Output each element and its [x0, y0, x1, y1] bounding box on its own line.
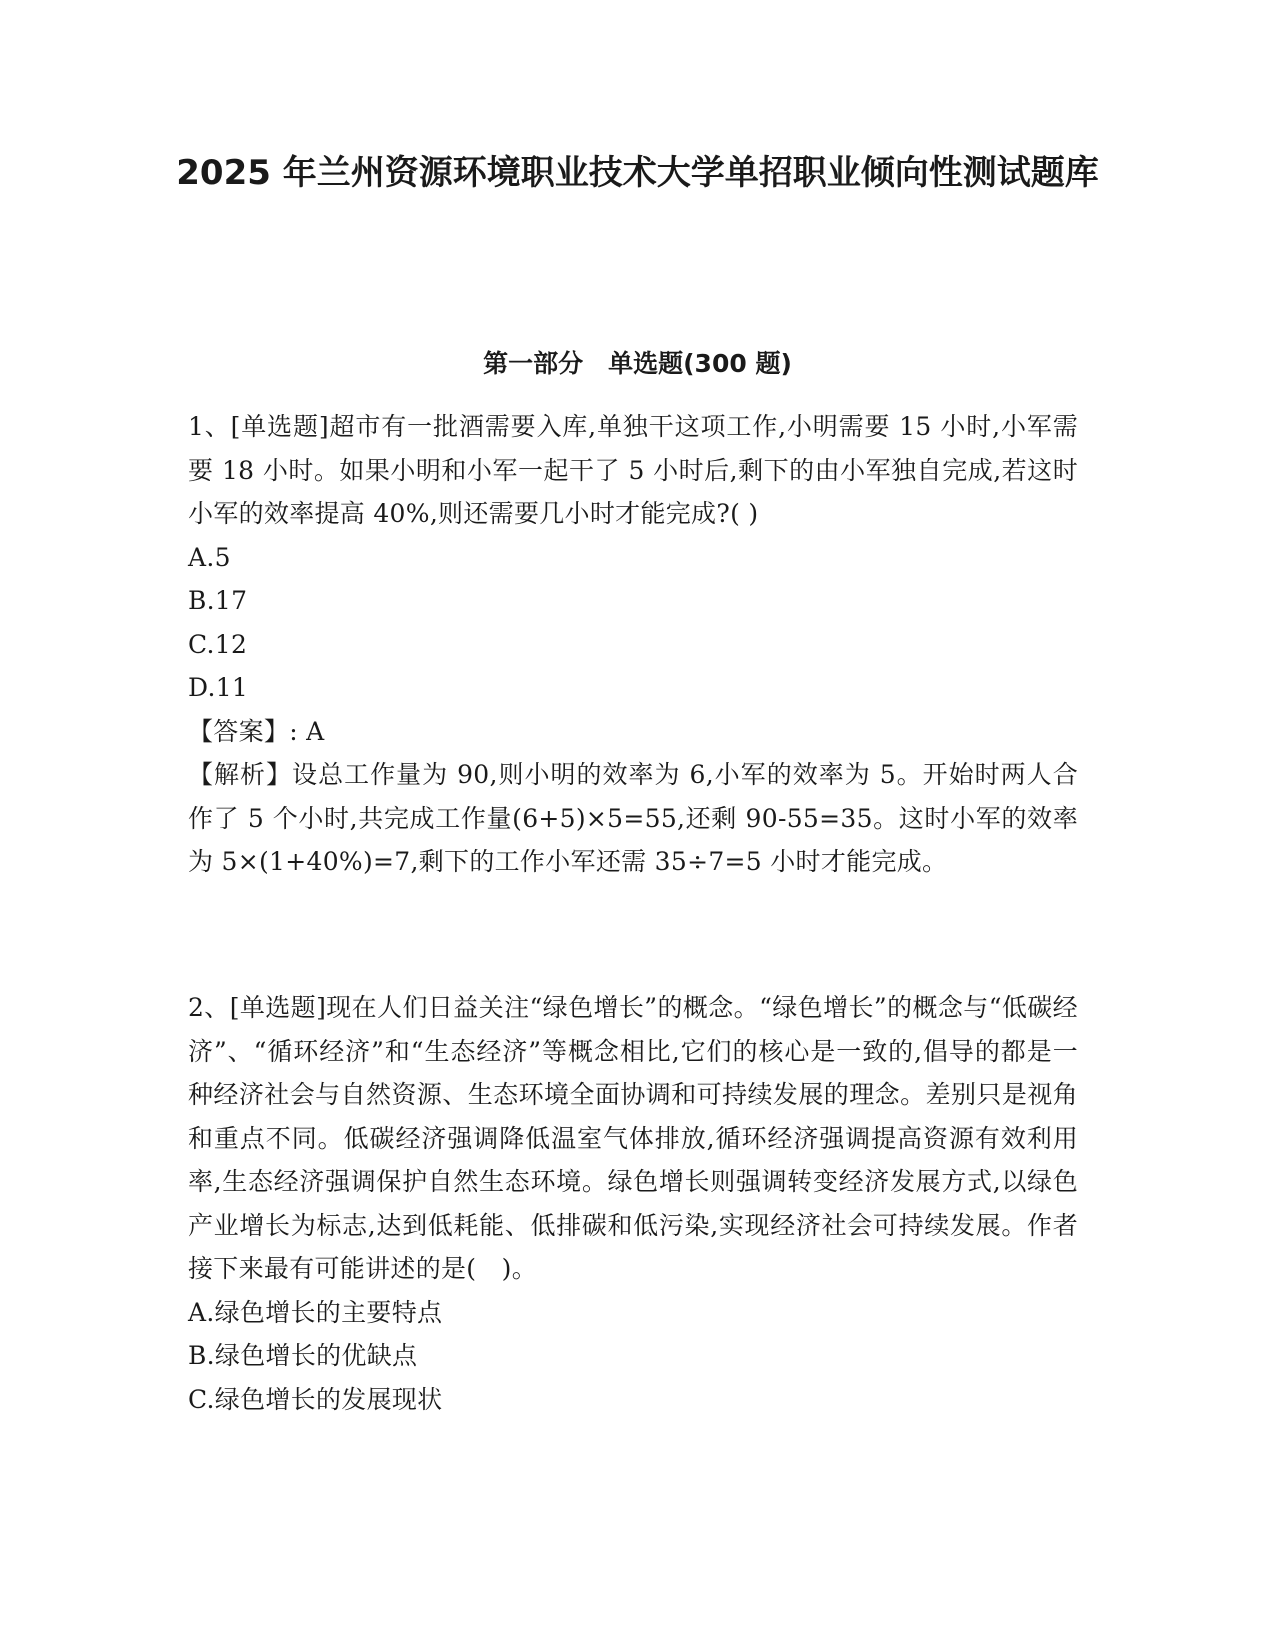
analysis-paragraph: 【解析】设总工作量为 90,则小明的效率为 6,小军的效率为 5。开始时两人合作了 5 个小时,共完成工作量(6+5)×5=55,还剩 90-55=35。这时小军的效率为 5×(1+40%)=7,剩下的工作小军还需 35÷7=5 小时才能完成。 [188, 760, 1078, 876]
option-b: B.17 [188, 586, 248, 615]
option-d: D.11 [188, 673, 249, 702]
option-b: B.绿色增长的优缺点 [188, 1341, 418, 1370]
option-c: C.绿色增长的发展现状 [188, 1384, 443, 1414]
section-heading: 第一部分 单选题(300 题) [483, 349, 792, 378]
option-a: A.5 [188, 542, 231, 572]
question-2 [188, 986, 1078, 1421]
document-title: 2025 年兰州资源环境职业技术大学单招职业倾向性测试题库 [176, 153, 1099, 193]
question-1 [188, 405, 1078, 884]
question-stem: 2、[单选题]现在人们日益关注“绿色增长”的概念。“绿色增长”的概念与“低碳经济”、“循环经济”和“生态经济”等概念相比,它们的核心是一致的,倡导的都是一种经济社会与自然资源、生态环境全面协调和可持续发展的理念。差别只是视角和重点不同。低碳经济强调降低温室气体排放,循环经济强调提高资源有效利用率,生态经济强调保护自然生态环境。绿色增长则强调转变经济发展方式,以绿色产业增长为标志,达到低耗能、低排碳和低污染,实现经济社会可持续发展。作者接下来最有可能讲述的是( )。 [188, 993, 1078, 1283]
question-stem: 1、[单选题]超市有一批酒需要入库,单独干这项工作,小明需要 15 小时,小军需要 18 小时。如果小明和小军一起干了 5 小时后,剩下的由小军独自完成,若这时小军的效率提高 40%,则还需要几小时才能完成?( ) [188, 412, 1078, 528]
option-a: A.绿色增长的主要特点 [188, 1297, 443, 1327]
option-c: C.12 [188, 629, 248, 659]
answer-line: 【答案】: A [188, 716, 325, 746]
